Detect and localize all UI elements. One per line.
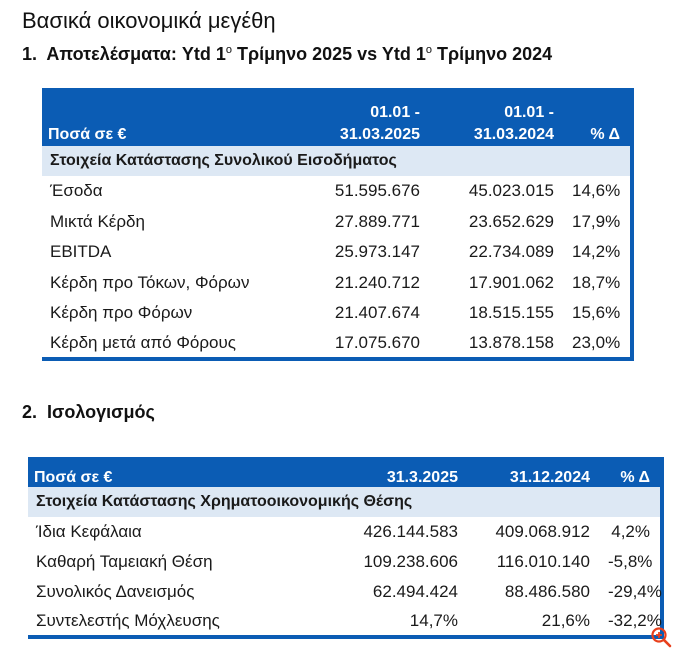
row-label: EBITDA	[50, 242, 112, 262]
row-label: Έσοδα	[50, 181, 103, 201]
row-value-2025: 109.238.606	[363, 552, 458, 571]
section-1-title	[22, 44, 552, 65]
row-value-2024: 88.486.580	[504, 582, 590, 601]
table-row	[28, 577, 662, 607]
row-label: Κέρδη προ Τόκων, Φόρων	[50, 272, 250, 292]
table-row	[42, 329, 632, 360]
page-title: Βασικά οικονομικά μεγέθη	[22, 8, 276, 33]
header-col-2024: 31.12.2024	[468, 457, 600, 487]
row-value-2024: 18.515.155	[468, 303, 554, 323]
row-value-2024: 116.010.140	[496, 552, 590, 571]
table-row	[42, 298, 632, 329]
row-value-2025: 21.407.674	[334, 303, 420, 323]
header-col-2024	[430, 88, 564, 146]
row-value-2025: 51.595.676	[334, 181, 420, 201]
row-pct-change: 23,0%	[572, 332, 621, 352]
balance-subheader-row	[28, 487, 662, 517]
results-subheader: Στοιχεία Κατάστασης Συνολικού Εισοδήματος	[42, 146, 632, 176]
results-table	[42, 88, 634, 361]
zoom-in-icon[interactable]	[650, 626, 672, 648]
row-label: Καθαρή Ταμειακή Θέση	[36, 552, 213, 571]
table-row	[28, 517, 662, 547]
row-label: Μικτά Κέρδη	[50, 211, 145, 231]
row-value-2024: 45.023.015	[468, 181, 554, 201]
header-col-2024-line2: 31.03.2024	[473, 126, 554, 143]
balance-sheet-table	[28, 457, 664, 639]
row-value-2025: 62.494.424	[372, 582, 458, 601]
section-1-sup-b: ο	[425, 44, 432, 56]
row-label: Συνολικός Δανεισμός	[36, 582, 195, 601]
section-1-number: 1.	[22, 44, 38, 64]
row-value-2025: 25.973.147	[334, 242, 420, 262]
row-label: Συντελεστής Μόχλευσης	[36, 611, 220, 630]
table-row	[42, 176, 632, 207]
row-pct-change: -29,4%	[608, 582, 662, 601]
table-row	[28, 607, 662, 637]
section-2-number: 2.	[22, 402, 38, 422]
header-col-2025	[298, 88, 430, 146]
section-2-title	[22, 402, 155, 423]
row-pct-change: 4,2%	[611, 522, 650, 541]
row-pct-change: -32,2%	[608, 611, 662, 630]
table-row	[42, 207, 632, 238]
row-value-2024: 23.652.629	[468, 211, 554, 231]
results-table-header	[42, 88, 632, 146]
header-col-2025-line1: 01.01 -	[370, 104, 420, 121]
row-label: Κέρδη προ Φόρων	[50, 303, 193, 323]
row-pct-change: 18,7%	[572, 272, 621, 292]
row-label: Ίδια Κεφάλαια	[36, 522, 142, 541]
results-subheader-row	[42, 146, 632, 176]
balance-table-header	[28, 457, 662, 487]
section-1-title-part-b: Τρίμηνο 2025 vs Ytd 1	[231, 44, 426, 64]
row-pct-change: 15,6%	[572, 303, 621, 323]
header-col-2024-line1: 01.01 -	[504, 104, 554, 121]
row-value-2025: 21.240.712	[334, 272, 420, 292]
row-value-2024: 17.901.062	[468, 272, 554, 292]
row-pct-change: -5,8%	[608, 552, 653, 571]
row-value-2025: 17.075.670	[334, 332, 420, 352]
row-value-2024: 21,6%	[541, 611, 590, 630]
header-col-pct: % Δ	[600, 457, 662, 487]
row-value-2025: 426.144.583	[363, 522, 458, 541]
row-value-2025: 27.889.771	[334, 211, 420, 231]
balance-subheader: Στοιχεία Κατάστασης Χρηματοοικονομικής Θέσης	[28, 487, 662, 517]
row-pct-change: 14,2%	[572, 242, 621, 262]
section-1-sup-a: ο	[225, 44, 232, 56]
row-value-2024: 409.068.912	[495, 522, 590, 541]
header-col-pct: % Δ	[564, 88, 632, 146]
row-value-2024: 13.878.158	[468, 332, 554, 352]
header-col-2025: 31.3.2025	[328, 457, 468, 487]
row-value-2025: 14,7%	[409, 611, 458, 630]
row-label: Κέρδη μετά από Φόρους	[50, 332, 236, 352]
row-pct-change: 17,9%	[572, 211, 621, 231]
header-label: Ποσά σε €	[28, 457, 328, 487]
row-pct-change: 14,6%	[572, 181, 621, 201]
header-col-2025-line2: 31.03.2025	[339, 126, 420, 143]
section-1-title-part-c: Τρίμηνο 2024	[432, 44, 553, 64]
header-label: Ποσά σε €	[42, 88, 298, 146]
table-row	[42, 237, 632, 268]
table-row	[42, 268, 632, 299]
section-2-title-text: Ισολογισμός	[47, 402, 155, 422]
row-value-2024: 22.734.089	[468, 242, 554, 262]
table-row	[28, 547, 662, 577]
section-1-title-part-a: Αποτελέσματα: Ytd 1	[46, 44, 226, 64]
